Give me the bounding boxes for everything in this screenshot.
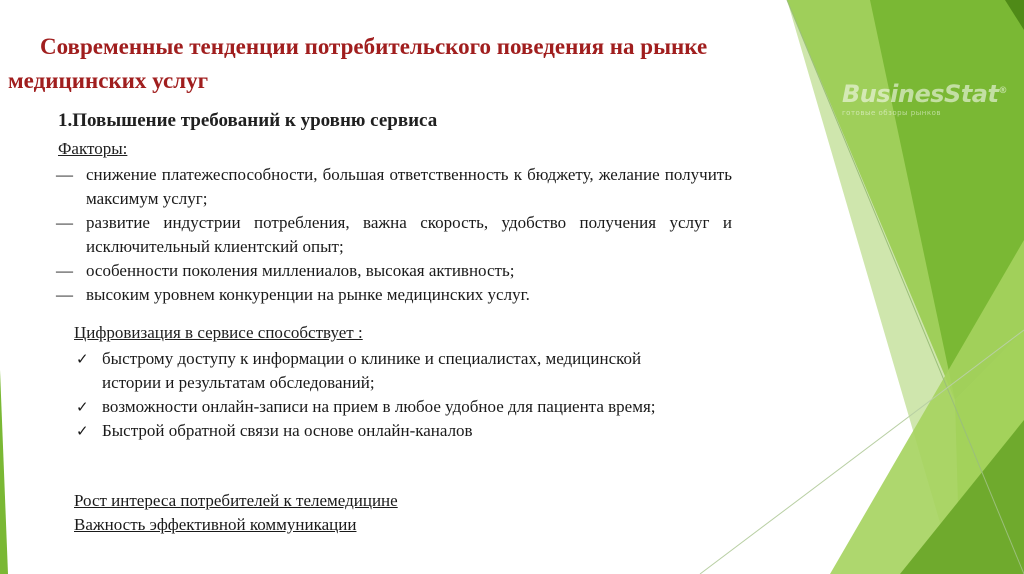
slide-title: Современные тенденции потребительского поведения на рынке медицинских услуг [8, 34, 708, 93]
dash-bullet: — [56, 285, 73, 304]
checkmark-icon: ✓ [76, 398, 89, 416]
list-item: — развитие индустрии потребления, важна скорость, удобство получения услуг и исключительный клиентский опыт; [56, 213, 732, 256]
list-item: ✓ Быстрой обратной связи на основе онлайн-каналов [74, 419, 674, 443]
dash-bullet: — [56, 261, 73, 280]
checkmark-icon: ✓ [76, 350, 89, 368]
logo-tagline: готовые обзоры рынков [842, 109, 941, 117]
dash-bullet: — [56, 165, 73, 184]
note-telemedicine: Рост интереса потребителей к телемедицине [74, 491, 398, 510]
list-item: — особенности поколения миллениалов, высокая активность; [56, 259, 732, 283]
notes [74, 489, 398, 537]
list-item: — снижение платежеспособности, большая ответственность к бюджету, желание получить максимум услуг; [56, 165, 732, 208]
list-item: — высоким уровнем конкуренции на рынке медицинских услуг. [56, 283, 732, 307]
dash-bullet: — [56, 213, 73, 232]
factors-label: Факторы: [58, 139, 128, 158]
businesstat-logo: BusinesStat® [842, 80, 1007, 108]
digitalization-list [74, 347, 674, 443]
checkmark-icon: ✓ [76, 422, 89, 440]
list-item: ✓ возможности онлайн-записи на прием в любое удобное для пациента время; [74, 395, 674, 419]
digitalization-label: Цифровизация в сервисе способствует : [74, 323, 363, 342]
note-communication: Важность эффективной коммуникации [74, 515, 357, 534]
factors-list [56, 163, 732, 307]
subheading: 1.Повышение требований к уровню сервиса [58, 110, 438, 131]
list-item: ✓ быстрому доступу к информации о клинике и специалистах, медицинской истории и результатам обследований; [76, 349, 642, 392]
